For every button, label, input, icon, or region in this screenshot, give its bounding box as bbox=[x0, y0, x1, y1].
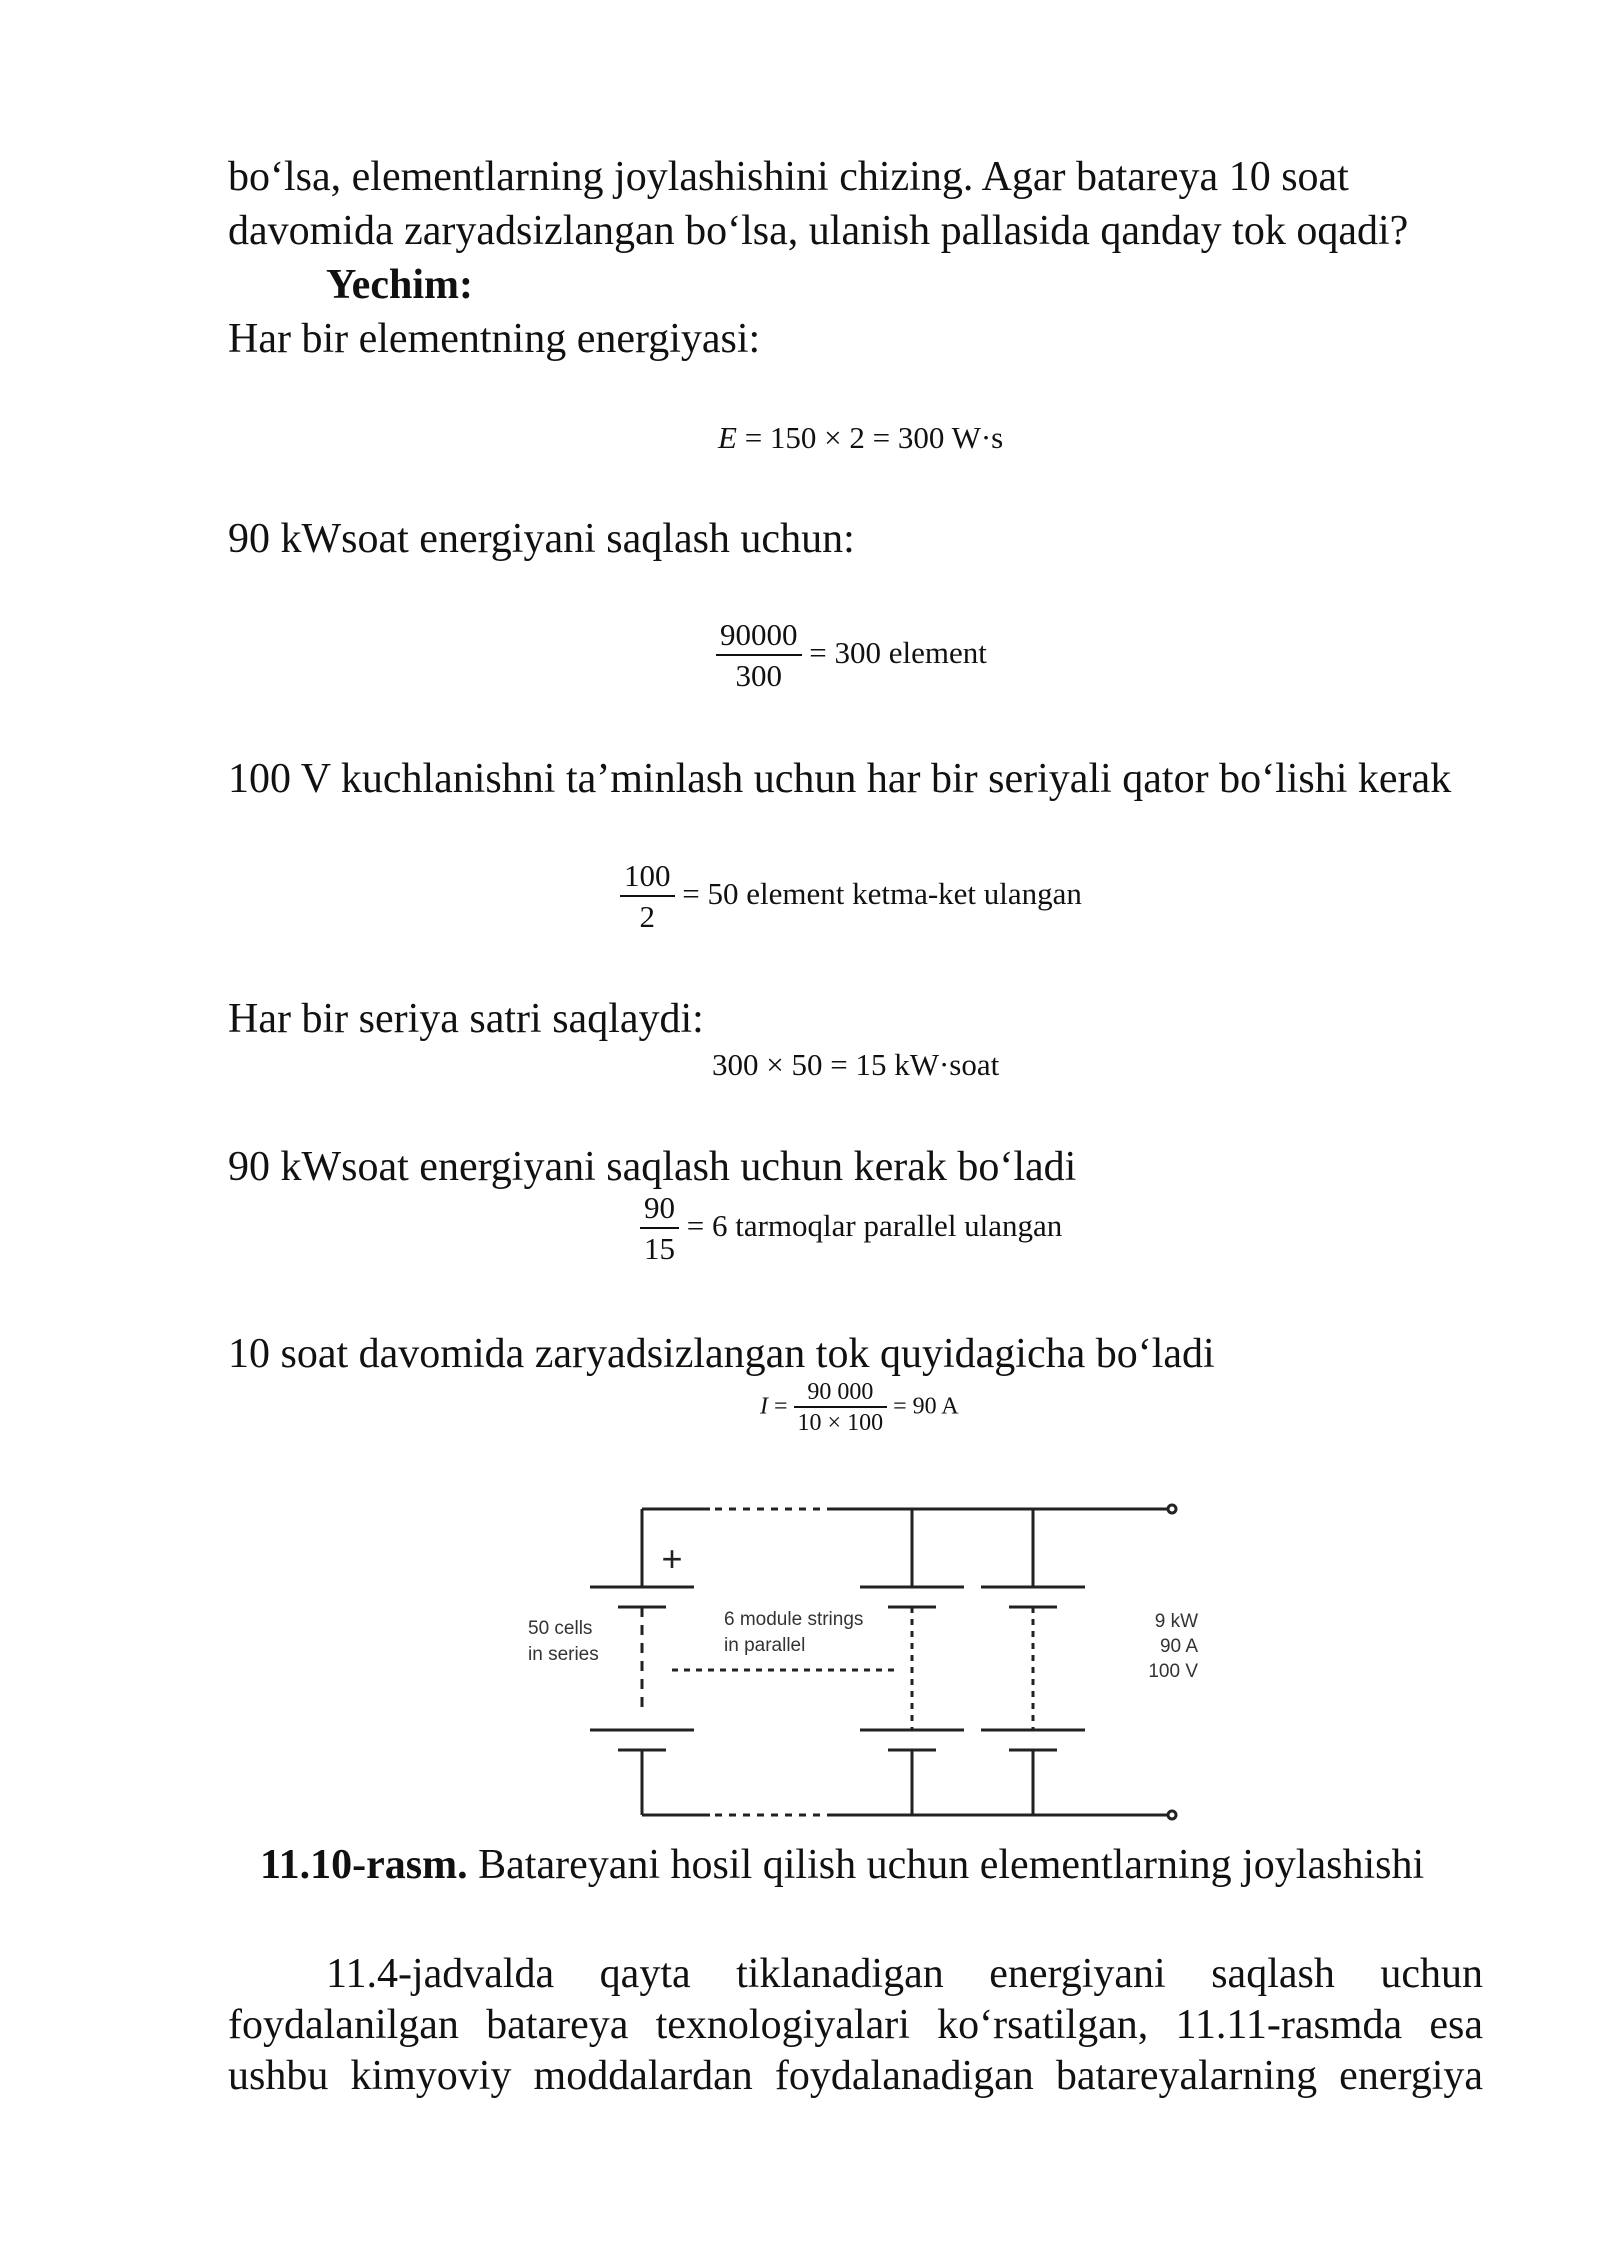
string-energy-formula: 300 × 50 = 15 kW·soat bbox=[712, 1047, 1000, 1082]
label-cells-line1: 50 cells bbox=[528, 1618, 593, 1639]
step4-text: Har bir seriya satri saqlaydi: bbox=[228, 996, 704, 1042]
positive-terminal bbox=[1168, 1505, 1176, 1513]
series-result: = 50 element ketma-ket ulangan bbox=[674, 876, 1082, 912]
energy-symbol: E bbox=[718, 420, 737, 455]
fraction-denominator: 15 bbox=[644, 1231, 675, 1266]
closing-line-2: foydalanilgan batareya texnologiyalari ko‘rsatilgan, 11.11-rasmda esa bbox=[228, 2002, 1483, 2048]
current-equals: = bbox=[768, 1393, 794, 1420]
label-strings-line2: in parallel bbox=[724, 1635, 806, 1656]
intro-line-2: davomida zaryadsizlangan bo‘lsa, ulanish pallasida qanday tok oqadi? bbox=[228, 208, 1409, 254]
figure-caption bbox=[260, 1838, 1424, 1892]
spec-voltage: 100 V bbox=[1148, 1661, 1198, 1682]
step5-text: 90 kWsoat energiyani saqlash uchun kerak bo‘ladi bbox=[228, 1144, 1077, 1190]
figure-caption-text: Batareyani hosil qilish uchun elementlarning joylashishi bbox=[467, 1842, 1425, 1888]
spec-power: 9 kW bbox=[1154, 1611, 1198, 1632]
spec-current: 90 A bbox=[1159, 1636, 1198, 1657]
parallel-result: = 6 tarmoqlar parallel ulangan bbox=[679, 1208, 1063, 1244]
battery-string-2 bbox=[860, 1509, 964, 1815]
negative-terminal bbox=[1168, 1811, 1176, 1819]
intro-line-1: bo‘lsa, elementlarning joylashishini chizing. Agar batareya 10 soat bbox=[228, 154, 1349, 200]
label-cells-line2: in series bbox=[528, 1644, 599, 1665]
closing-line-1: 11.4-jadvalda qayta tiklanadigan energiyani saqlash uchun bbox=[326, 1951, 1483, 1997]
fraction-numerator: 90000 bbox=[716, 616, 802, 656]
plus-sign: + bbox=[661, 1538, 683, 1579]
figure-number: 11.10-rasm. bbox=[260, 1842, 468, 1888]
step3-text: 100 V kuchlanishni ta’minlash uchun har bir seriyali qator bo‘lishi kerak bbox=[228, 756, 1452, 802]
element-count-result: = 300 element bbox=[801, 635, 987, 671]
battery-string-3 bbox=[981, 1509, 1085, 1815]
solution-heading: Yechim: bbox=[326, 262, 473, 308]
label-strings-line1: 6 module strings bbox=[724, 1609, 864, 1630]
closing-line-3: ushbu kimyoviy moddalardan foydalanadigan batareyalarning energiya bbox=[228, 2053, 1483, 2099]
fraction-denominator: 2 bbox=[639, 899, 655, 934]
fraction-denominator: 300 bbox=[735, 658, 782, 693]
step6-text: 10 soat davomida zaryadsizlangan tok quyidagicha bo‘ladi bbox=[228, 1331, 1215, 1377]
current-result: = 90 A bbox=[887, 1393, 959, 1420]
fraction-denominator: 10 × 100 bbox=[797, 1410, 884, 1436]
step1-text: Har bir elementning energiyasi: bbox=[228, 316, 761, 362]
fraction-numerator: 90 000 bbox=[794, 1378, 888, 1408]
step2-text: 90 kWsoat energiyani saqlash uchun: bbox=[228, 516, 855, 562]
fraction-numerator: 90 bbox=[640, 1189, 679, 1229]
energy-formula-body: = 150 × 2 = 300 W·s bbox=[736, 420, 1004, 455]
current-symbol: I bbox=[760, 1393, 768, 1420]
fraction-numerator: 100 bbox=[620, 857, 675, 897]
